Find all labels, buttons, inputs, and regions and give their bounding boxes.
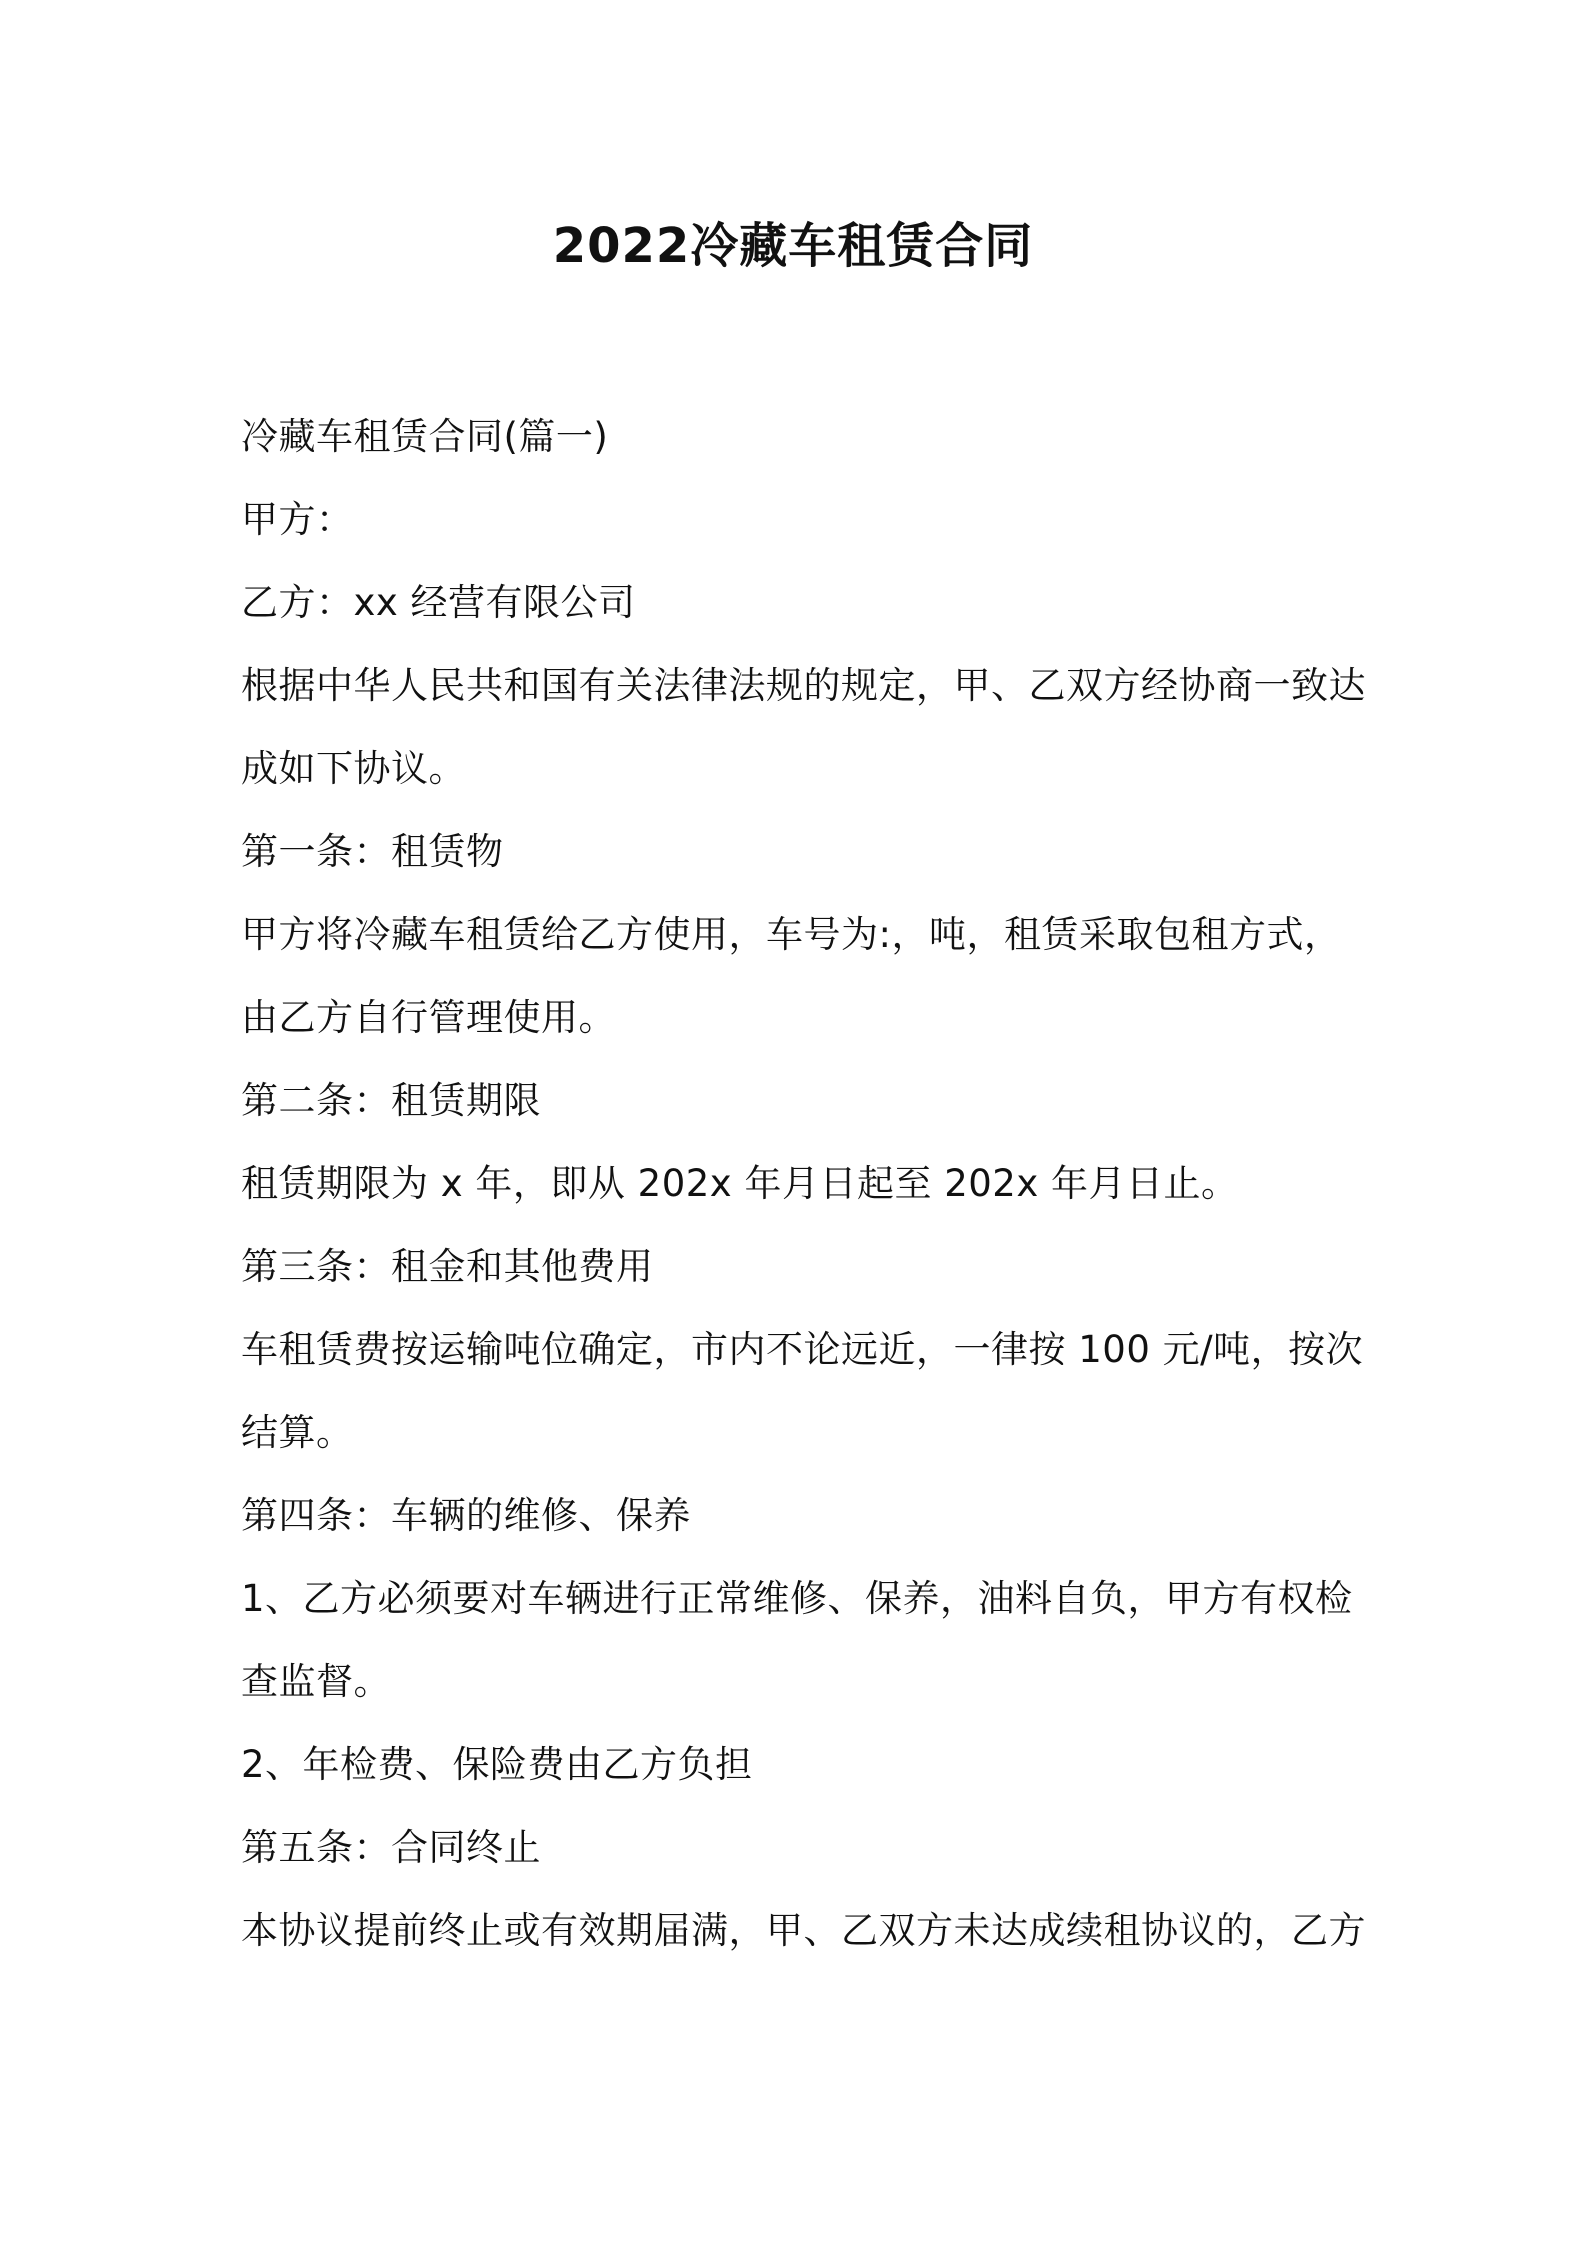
article-5-text-line-1: 本协议提前终止或有效期届满，甲、乙双方未达成续租协议的，乙方 — [241, 1909, 1366, 1952]
party-b-line: 乙方：xx 经营有限公司 — [241, 581, 636, 624]
article-2-text: 租赁期限为 x 年，即从 202x 年月日起至 202x 年月日止。 — [241, 1162, 1239, 1205]
article-1-text-line-2: 由乙方自行管理使用。 — [241, 996, 616, 1039]
article-1-heading: 第一条：租赁物 — [241, 830, 504, 873]
article-2-heading: 第二条：租赁期限 — [241, 1079, 541, 1122]
article-4-item-1-line-2: 查监督。 — [241, 1660, 391, 1703]
article-5-heading: 第五条：合同终止 — [241, 1826, 541, 1869]
document-title: 2022冷藏车租赁合同 — [552, 218, 1034, 274]
party-a-line: 甲方： — [241, 498, 354, 541]
article-4-item-1-line-1: 1、乙方必须要对车辆进行正常维修、保养，油料自负，甲方有权检 — [241, 1577, 1353, 1620]
article-3-text-line-1: 车租赁费按运输吨位确定，市内不论远近，一律按 100 元/吨，按次 — [241, 1328, 1364, 1371]
article-3-text-line-2: 结算。 — [241, 1411, 354, 1454]
preamble-line-1: 根据中华人民共和国有关法律法规的规定，甲、乙双方经协商一致达 — [241, 664, 1366, 707]
section-heading-part-one: 冷藏车租赁合同(篇一) — [241, 415, 609, 458]
article-4-heading: 第四条：车辆的维修、保养 — [241, 1494, 691, 1537]
article-4-item-2: 2、年检费、保险费由乙方负担 — [241, 1743, 753, 1786]
article-1-text-line-1: 甲方将冷藏车租赁给乙方使用，车号为:，吨，租赁采取包租方式， — [241, 913, 1342, 956]
article-3-heading: 第三条：租金和其他费用 — [241, 1245, 654, 1288]
preamble-line-2: 成如下协议。 — [241, 747, 466, 790]
